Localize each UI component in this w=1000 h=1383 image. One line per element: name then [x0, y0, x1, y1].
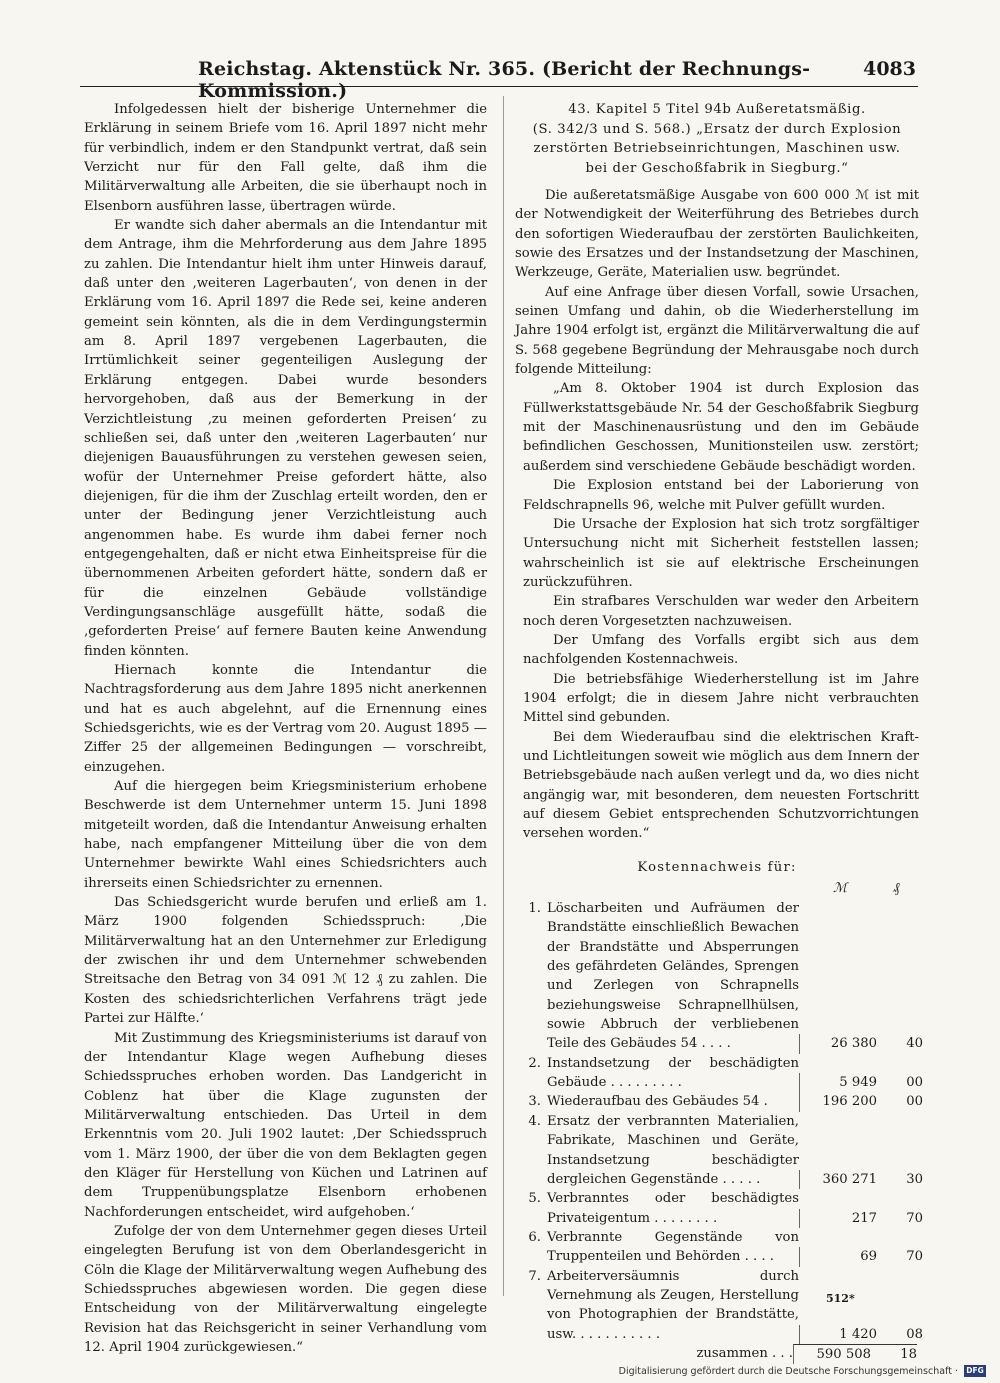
paragraph: Auf die hiergegen beim Kriegsministerium erhobene Beschwerde ist dem Unternehmer unterm 15. Juni 1898 mitgeteilt worden, daß die Intendantur Anweisung erhalten habe, nach empfangener Mitteilung über die von dem Unternehmer bewirkte Wahl eines Schiedsrichters auch ihrerseits einen Schiedsrichter zu ernennen.: [84, 779, 487, 891]
quoted-paragraph: Bei dem Wiederaufbau sind die elektrischen Kraft- und Lichtleitungen soweit wie möglich aus dem Innern der Betriebsgebäude nach außen verlegt und da, wo dies nicht angängig war, mit besonderen, dem neuesten Fortschritt auf diesem Gebiet entsprechenden Schutzvorrichtungen versehen worden.“: [523, 729, 919, 842]
right-column: [515, 100, 923, 1364]
row-mark: 196 200: [799, 1092, 883, 1111]
row-description: Arbeiterversäumnis durch Vernehmung als Zeugen, Herstellung von Photographien der Brandstätte, usw. . . . . . . . . . .: [547, 1268, 799, 1342]
row-number: 4.: [528, 1113, 541, 1129]
cost-table-title: Kostennachweis für:: [637, 859, 797, 875]
paragraph: Hiernach konnte die Intendantur die Nachtragsforderung aus dem Jahre 1895 nicht anerkennen und hat es auch abgelehnt, auf die Ernennung eines Schiedsgerichts, wie es der Vertrag vom 20. August 1895 — Ziffer 25 der allgemeinen Bedingungen — vorschreibt, einzugehen.: [84, 662, 487, 775]
footer: [619, 1365, 986, 1377]
table-row: [515, 1228, 923, 1267]
row-pfennig: 70: [906, 1210, 923, 1226]
unit-pfennig: ₰: [893, 881, 900, 897]
table-row: [515, 1054, 923, 1093]
page-number: 4083: [863, 58, 916, 80]
heading-line: bei der Geschoßfabrik in Siegburg.“: [585, 160, 849, 176]
row-number: 2.: [528, 1055, 541, 1071]
row-description: Instandsetzung der beschädigten Gebäude . . . . . . . . .: [547, 1055, 799, 1091]
cost-table: [515, 877, 923, 1364]
row-pfennig: 70: [906, 1249, 923, 1265]
table-row: [515, 1189, 923, 1228]
quoted-paragraph: Der Umfang des Vorfalls ergibt sich aus dem nachfolgenden Kostennachweis.: [523, 632, 919, 668]
total-label: zusammen . . .: [696, 1345, 793, 1361]
quoted-paragraph: Die Ursache der Explosion hat sich trotz sorgfältiger Untersuchung nicht mit Sicherheit feststellen lassen; wahrscheinlich ist sie auf elektrische Erscheinungen zurückzuführen.: [523, 516, 919, 590]
row-mark: 5 949: [799, 1073, 883, 1092]
row-description: Wiederaufbau des Gebäudes 54 .: [547, 1094, 768, 1110]
paragraph: Zufolge der von dem Unternehmer gegen dieses Urteil eingelegten Berufung ist von dem Oberlandesgericht in Cöln die Klage der Militärverwaltung wegen Aufhebung des Schiedsspruches abgewiesen worden. Die gegen diese Entscheidung von der Militärverwaltung eingelegte Revision hat das Reichsgericht in seiner Verhandlung vom 12. April 1904 zurückgewiesen.“: [84, 1223, 487, 1355]
quoted-paragraph: Die Explosion entstand bei der Laborierung von Feldschrapnells 96, welche mit Pulver gefüllt wurden.: [523, 478, 919, 513]
quoted-paragraph: Ein strafbares Verschulden war weder den Arbeitern noch deren Vorgesetzten nachzuweisen.: [523, 594, 919, 629]
row-mark: 26 380: [799, 1034, 883, 1053]
heading-line: (S. 342/3 und S. 568.) „Ersatz der durch Explosion: [532, 121, 902, 137]
paragraph: Auf eine Anfrage über diesen Vorfall, sowie Ursachen, seinen Umfang und dahin, ob die Wiederherstellung im Jahre 1904 erfolgt ist, ergänzt die Militärverwaltung die auf S. 568 gegebene Begründung der Mehrausgabe noch durch folgende Mitteilung:: [515, 284, 919, 378]
paragraph: Infolgedessen hielt der bisherige Unternehmer die Erklärung in seinem Briefe vom 16. April 1897 nicht mehr für verbindlich, indem er den Standpunkt vertrat, daß sein Verzicht nur für den Fall gelte, daß ihm die Militärverwaltung alle Arbeiten, die sie überhaupt noch in Elsenborn ausführen lasse, übertragen würde.: [84, 102, 487, 214]
signature-mark: 512*: [826, 1292, 855, 1305]
row-pfennig: 00: [906, 1075, 923, 1091]
table-row: [515, 899, 923, 1054]
unit-header: [515, 877, 919, 899]
row-number: 6.: [528, 1229, 541, 1245]
row-mark: 217: [799, 1209, 883, 1228]
unit-mark: ℳ: [833, 881, 848, 897]
paragraph: Die außeretatsmäßige Ausgabe von 600 000 ℳ ist mit der Notwendigkeit der Weiterführung des Betriebes durch den sofortigen Wiederaufbau der zerstörten Baulichkeiten, sowie des Ersatzes und der Instandsetzung der Maschinen, Werkzeuge, Geräte, Materialien usw. begründet.: [515, 188, 919, 281]
table-row: [515, 1112, 923, 1189]
quoted-paragraph: Die betriebsfähige Wiederherstellung ist im Jahre 1904 erfolgt; die in diesem Jahre nicht verbrauchten Mittel sind gebunden.: [523, 671, 919, 726]
left-column: [84, 100, 487, 1357]
paragraph: Er wandte sich daher abermals an die Intendantur mit dem Antrage, ihm die Mehrforderung aus dem Jahre 1895 zu zahlen. Die Intendantur hielt ihm unter Hinweis darauf, daß unter den ‚weiteren Lagerbauten‘, von denen in der Erklärung vom 16. April 1897 die Rede sei, keine anderen gemeint sein könnten, als die in dem Verdingungstermin am 8. April 1897 vergebenen Lagerbauten, die Irrtümlichkeit seiner gegenteiligen Auslegung der Erklärung entgegen. Dabei wurde besonders hervorgehoben, daß aus der Bemerkung in der Verzichtleistung ‚zu meinen geforderten Preisen‘ zu schließen sei, daß unter den ‚weiteren Lagerbauten‘ nur diejenigen Bauausführungen zu verstehen gewesen seien, wofür der Unternehmer Preise gefordert hätte, also diejenigen, für die ihm der Zuschlag erteilt worden, den er unter der Bedingung jener Verzichtleistung auch angenommen habe. Es wurde ihm dabei ferner noch entgegengehalten, daß er nicht etwa Einheitspreise für die übernommenen Arbeiten gefordert hätte, sondern daß er für die einzelnen Gebäude vollständige Verdingungsanschläge ausgefüllt hätte, sodaß die ‚geforderten Preise‘ auf fernere Bauten keine Anwendung finden könnten.: [84, 218, 487, 659]
total-mark: 590 508: [793, 1344, 877, 1364]
row-pfennig: 08: [906, 1326, 923, 1342]
row-number: 7.: [528, 1268, 541, 1284]
heading-line: zerstörten Betriebseinrichtungen, Maschinen usw.: [533, 141, 901, 156]
table-total-row: [515, 1344, 919, 1364]
footer-text: Digitalisierung gefördert durch die Deutsche Forschungsgemeinschaft ·: [618, 1365, 958, 1377]
column-divider: [503, 96, 504, 1296]
row-number: 3.: [528, 1094, 541, 1110]
table-row: [515, 1092, 923, 1111]
row-description: Verbrannte Gegenstände von Truppenteilen und Behörden . . . .: [547, 1229, 799, 1265]
heading-line: 43. Kapitel 5 Titel 94b Außeretatsmäßig.: [568, 102, 866, 117]
paragraph: Das Schiedsgericht wurde berufen und erließ am 1. März 1900 folgenden Schiedsspruch: ‚Die Militärverwaltung hat an den Unternehmer zur Erledigung der zwischen ihr und dem Unternehmer schwebenden Streitsache den Betrag von 34 091 ℳ 12 ₰ zu zahlen. Die Kosten des schiedsrichterlichen Verfahrens trägt jede Partei zur Hälfte.‘: [84, 895, 487, 1027]
row-pfennig: 30: [906, 1171, 923, 1187]
total-pfennig: 18: [877, 1344, 917, 1364]
row-description: Verbranntes oder beschädigtes Privateigentum . . . . . . . .: [547, 1191, 799, 1226]
page-header: [80, 56, 918, 102]
paragraph: Mit Zustimmung des Kriegsministeriums ist darauf von der Intendantur Klage wegen Aufhebung dieses Schiedsspruches erhoben worden. Das Landgericht in Coblenz hat über die Klage zugunsten der Militärverwaltung entschieden. Das Urteil in dem Erkenntnis vom 20. Juli 1902 lautet: ‚Der Schiedsspruch vom 1. März 1900, der über die von dem Beklagten gegen den Kläger für Herstellung von Küchen und Latrinen auf dem Truppenübungsplatze Elsenborn erhobenen Nachforderungen entscheidet, wird aufgehoben.‘: [84, 1030, 487, 1220]
row-number: 5.: [528, 1191, 541, 1207]
row-mark: 1 420: [799, 1325, 883, 1344]
table-row: [515, 1267, 923, 1344]
row-description: Ersatz der verbrannten Materialien, Fabrikate, Maschinen und Geräte, Instandsetzung beschädigter dergleichen Gegenstände . . . . .: [547, 1113, 799, 1187]
dfg-logo-icon: DFG: [964, 1365, 986, 1377]
section-heading: [515, 100, 919, 178]
row-pfennig: 00: [906, 1094, 923, 1110]
running-title: Reichstag. Aktenstück Nr. 365. (Bericht der Rechnungs-Kommission.): [198, 58, 811, 102]
row-mark: 69: [799, 1247, 883, 1266]
row-mark: 360 271: [799, 1170, 883, 1189]
row-number: 1.: [528, 901, 541, 917]
quoted-paragraph: „Am 8. Oktober 1904 ist durch Explosion das Füllwerkstattsgebäude Nr. 54 der Geschoßfabrik Siegburg mit der Maschinenausrüstung und den im Gebäude befindlichen Geschossen, Munitionsteilen usw. zerstört; außerdem sind verschiedene Gebäude beschädigt worden.: [523, 381, 919, 474]
row-description: Löscharbeiten und Aufräumen der Brandstätte einschließlich Bewachen der Brandstätte und Absperrungen des gefährdeten Geländes, Sprengen und Zerlegen von Schrapnells beziehungsweise Schrapnellhülsen, sowie Abbruch der verbliebenen Teile des Gebäudes 54 . . . .: [547, 901, 799, 1052]
row-pfennig: 40: [906, 1036, 923, 1052]
